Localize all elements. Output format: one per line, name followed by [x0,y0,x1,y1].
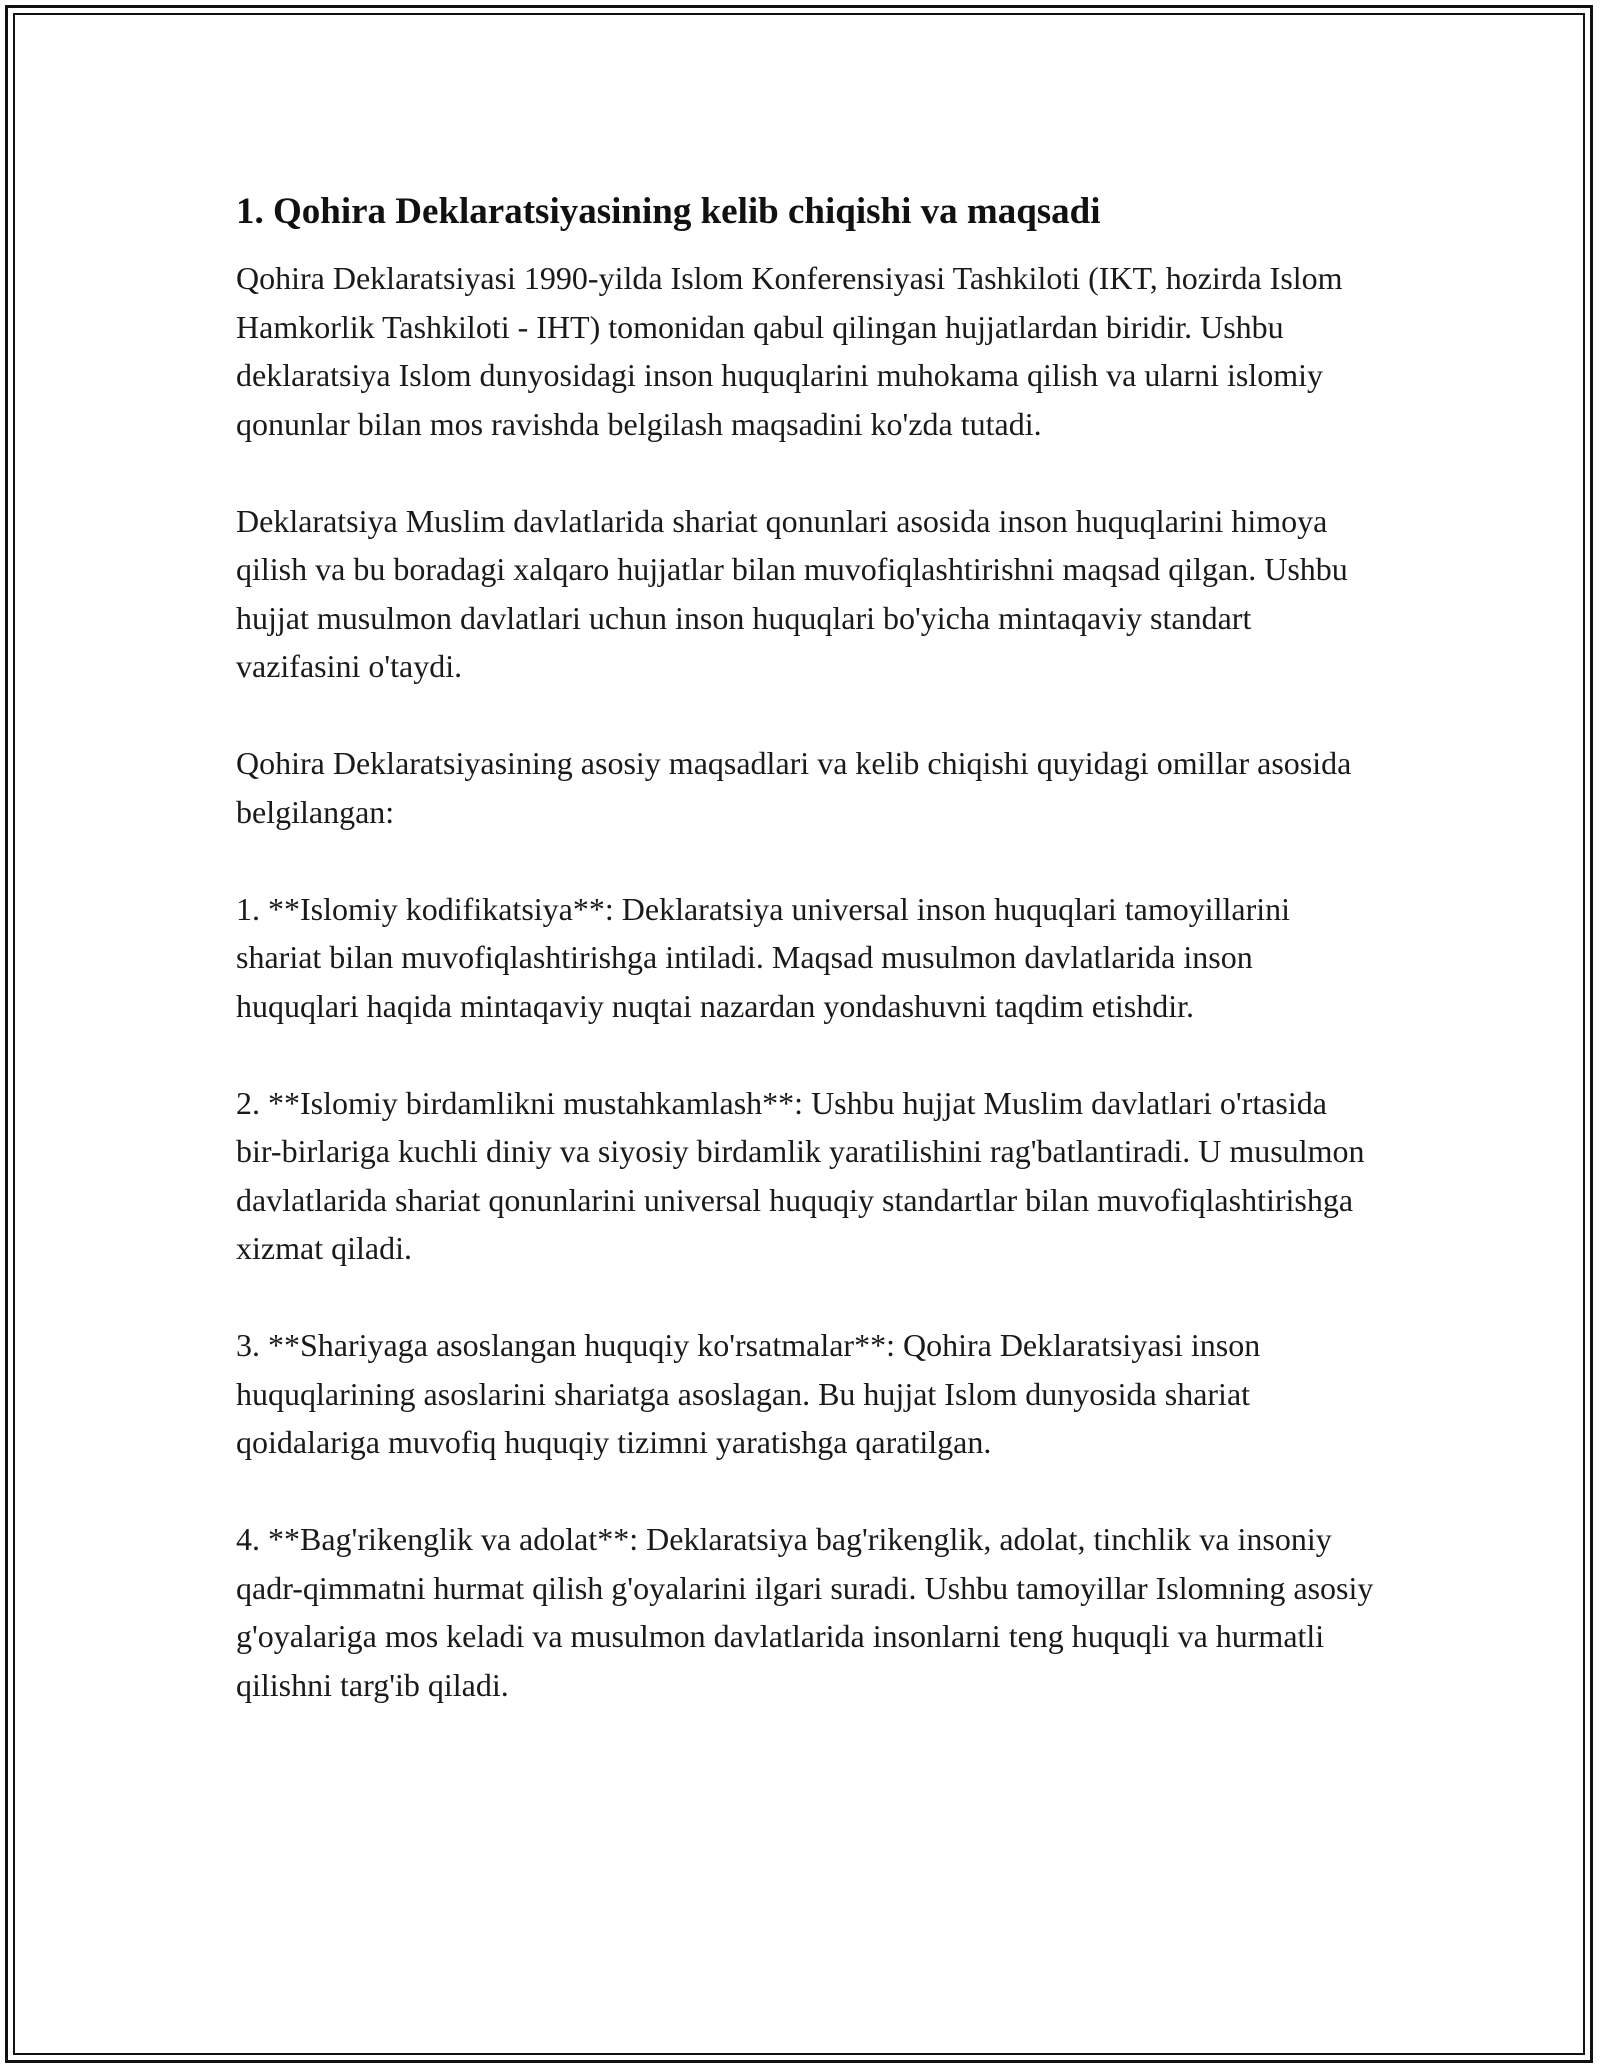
list-item-3: 3. **Shariyaga asoslangan huquqiy ko'rsatmalar**: Qohira Deklaratsiyasi inson huquqlarining asoslarini shariatga asoslagan. Bu hujjat Islom dunyosida shariat qoidalariga muvofiq huquqiy tizimni yaratishga qaratilgan. [236,1327,1261,1460]
document-body [236,186,1376,1758]
list-item-1: 1. **Islomiy kodifikatsiya**: Deklaratsiya universal inson huquqlari tamoyillarini shariat bilan muvofiqlashtirishga intiladi. Maqsad musulmon davlatlarida inson huquqlari haqida mintaqaviy nuqtai nazardan yondashuvni taqdim etishdir. [236,890,1291,1024]
paragraph-list-intro: Qohira Deklaratsiyasining asosiy maqsadlari va kelib chiqishi quyidagi omillar asosida belgilangan: [236,745,1352,830]
list-item-4: 4. **Bag'rikenglik va adolat**: Deklaratsiya bag'rikenglik, adolat, tinchlik va insoniy qadr-qimmatni hurmat qilish g'oyalarini ilgari suradi. Ushbu tamoyillar Islomning asosiy g'oyalariga mos keladi va musulmon davlatlarida insonlarni teng huquqli va hurmatli qilishni targ'ib qiladi. [236,1521,1374,1703]
section-heading: 1. Qohira Deklaratsiyasining kelib chiqishi va maqsadi [236,191,1101,232]
paragraph-purpose: Deklaratsiya Muslim davlatlarida shariat qonunlari asosida inson huquqlarini himoya qilish va bu boradagi xalqaro hujjatlar bilan muvofiqlashtirishni maqsad qilgan. Ushbu hujjat musulmon davlatlari uchun inson huquqlari bo'yicha mintaqaviy standart vazifasini o'taydi. [236,502,1348,684]
list-item-2: 2. **Islomiy birdamlikni mustahkamlash**: Ushbu hujjat Muslim davlatlari o'rtasida bir-birlariga kuchli diniy va siyosiy birdamlik yaratilishini rag'batlantiradi. U musulmon davlatlarida shariat qonunlarini universal huquqiy standartlar bilan muvofiqlashtirishga xizmat qiladi. [236,1084,1365,1266]
paragraph-intro: Qohira Deklaratsiyasi 1990-yilda Islom Konferensiyasi Tashkiloti (IKT, hozirda Islom Hamkorlik Tashkiloti - IHT) tomonidan qabul qilingan hujjatlardan biridir. Ushbu deklaratsiya Islom dunyosidagi inson huquqlarini muhokama qilish va ularni islomiy qonunlar bilan mos ravishda belgilash maqsadini ko'zda tutadi. [236,260,1343,442]
